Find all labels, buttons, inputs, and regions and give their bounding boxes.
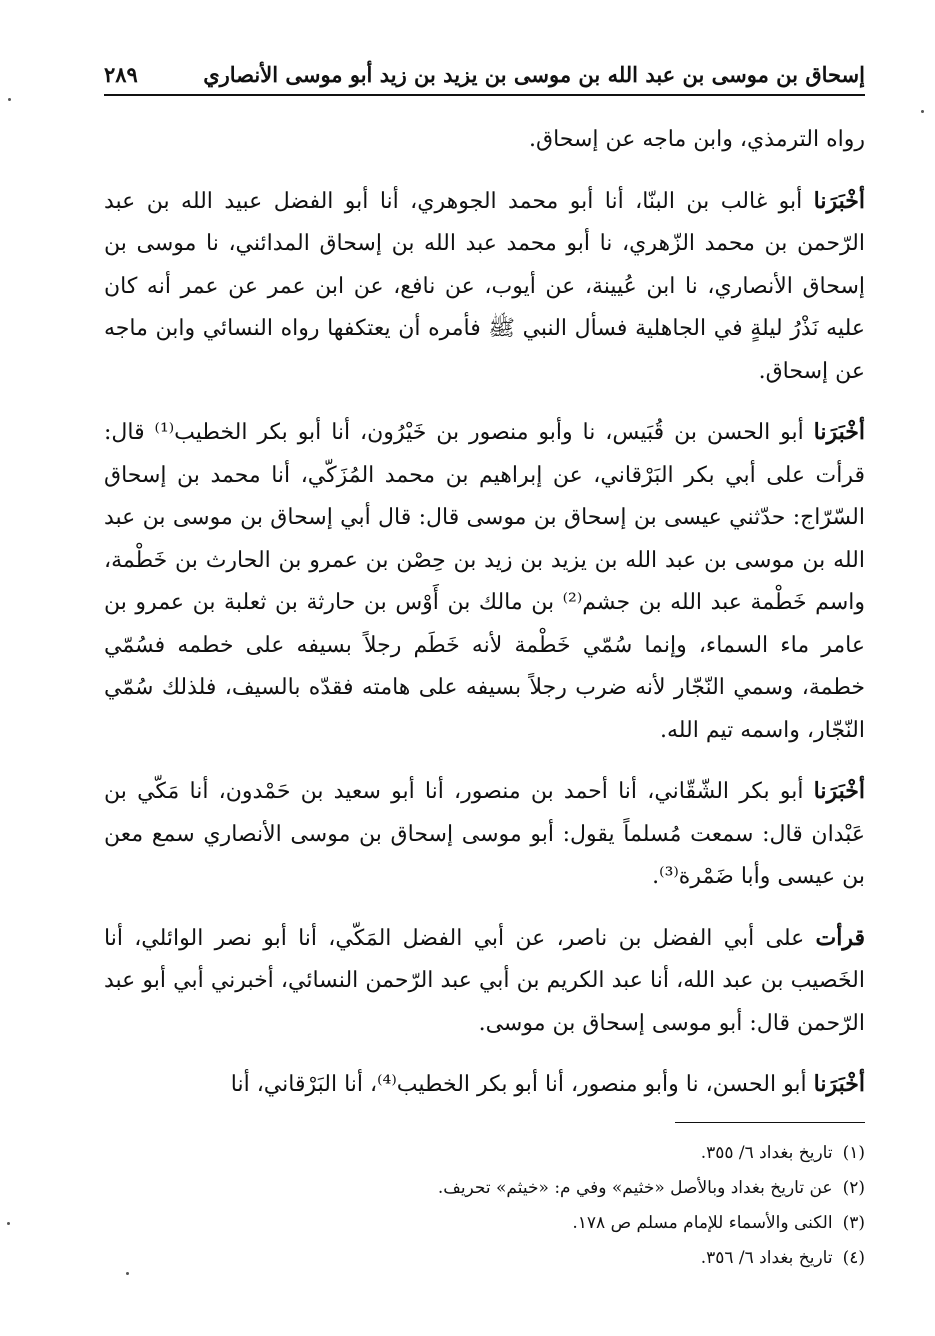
- running-header: [104, 54, 865, 94]
- footnote-1: [104, 1136, 865, 1171]
- scan-speck: [126, 1272, 129, 1275]
- paragraph-4: [104, 770, 865, 899]
- paragraph-lead: أخْبَرَنا: [813, 778, 865, 804]
- footnote-separator: [675, 1122, 865, 1123]
- scan-speck: [921, 110, 924, 113]
- footnote-3: [104, 1206, 865, 1241]
- paragraph-lead: أخْبَرَنا: [813, 419, 865, 445]
- footnote-text: تاريخ بغداد ٦/ ٣٥٥.: [700, 1143, 833, 1163]
- paragraph-lead: أخْبَرَنا: [813, 187, 865, 214]
- footnote-2: [104, 1171, 865, 1206]
- footnote-text: عن تاريخ بغداد وبالأصل «خثيم» وفي م: «خيثم» تحريف.: [437, 1178, 833, 1198]
- paragraph-text: أبو بكر الشّقّاني، أنا أحمد بن منصور، أنا أبو سعيد بن حَمْدون، أنا مَكّي بن عَبْدان قال: سمعت مُسلماً يقول: أبو موسى إسحاق بن موسى الأنصاري سمع معن بن عيسى وأبا ضَمْرة⁽³⁾.: [104, 779, 865, 889]
- paragraph-text: أبو الحسن، نا وأبو منصور، أنا أبو بكر الخطيب⁽⁴⁾، أنا البَرْقاني، أنا: [230, 1072, 807, 1097]
- footnote-4: [104, 1241, 865, 1276]
- paragraph-2: [104, 180, 865, 394]
- paragraph-6: [104, 1063, 865, 1107]
- footnote-text: تاريخ بغداد ٦/ ٣٥٦.: [700, 1248, 833, 1268]
- paragraph-3: [104, 411, 865, 752]
- header-title: إسحاق بن موسى بن عبد الله بن موسى بن يزيد بن زيد أبو موسى الأنصاري: [203, 62, 865, 87]
- paragraph-text: أبو الحسن بن قُبَيس، نا وأبو منصور بن خَيْرُون، أنا أبو بكر الخطيب⁽¹⁾ قال: قرأت على أبي بكر البَرْقاني، عن إبراهيم بن محمد المُزَكّي، أنا محمد بن إسحاق السّرّاج: حدّثني عيسى بن إسحاق بن موسى قال: قال أبي إسحاق بن موسى بن عبد الله بن موسى بن عبد الله بن يزيد بن زيد بن حِصْن بن عمرو بن الحارث بن خَطْمة، واسم خَطْمة عبد الله بن جشم⁽²⁾ بن مالك بن أَوْس بن حارثة بن ثعلبة بن عمرو بن عامر ماء السماء، وإنما سُمّي خَطْمة لأنه خَطَم رجلاً بسيفه على خطمه فسُمّي خطمة، وسمي النّجّار لأنه ضرب رجلاً بسيفه على هامته فقدّه بالسيف، فلذلك سُمّي النّجّار، واسمه تيم الله.: [104, 420, 866, 743]
- footnote-number: (٤): [842, 1248, 865, 1268]
- footnote-number: (٣): [842, 1213, 865, 1233]
- footnote-number: (٢): [842, 1178, 865, 1198]
- page-number: ٢٨٩: [104, 62, 138, 87]
- paragraph-text: رواه الترمذي، وابن ماجه عن إسحاق.: [529, 127, 865, 152]
- paragraph-5: [104, 917, 865, 1046]
- footnote-text: الكنى والأسماء للإمام مسلم ص ١٧٨.: [572, 1213, 833, 1233]
- paragraph-lead: قرأت: [815, 924, 865, 951]
- header-rule: [104, 94, 865, 96]
- scan-speck: [7, 1222, 10, 1225]
- footnotes: [104, 1136, 865, 1276]
- scan-speck: [8, 98, 11, 101]
- paragraph-1: [104, 118, 865, 162]
- paragraph-text: على أبي الفضل بن ناصر، عن أبي الفضل المَكّي، أنا أبو نصر الوائلي، أنا الخَصيب بن عبد الله، أنا عبد الكريم بن أبي عبد الرّحمن النسائي، أخبرني أبي أبو عبد الرّحمن قال: أبو موسى إسحاق بن موسى.: [104, 925, 865, 1036]
- paragraph-text: أبو غالب بن البنّا، أنا أبو محمد الجوهري، أنا أبو الفضل عبيد الله بن عبد الرّحمن بن محمد الزّهري، نا أبو محمد عبد الله بن إسحاق المدائني، نا موسى بن إسحاق الأنصاري، نا ابن عُيينة، عن أيوب، عن نافع، عن ابن عمر عن عمر أنه كان عليه نَذْرُ ليلةٍ في الجاهلية فسأل النبي ﷺ فأمره أن يعتكفها رواه النسائي وابن ماجه عن إسحاق.: [104, 188, 865, 384]
- main-text: [104, 118, 865, 1125]
- paragraph-lead: أخْبَرَنا: [813, 1071, 865, 1097]
- footnote-number: (١): [842, 1143, 865, 1163]
